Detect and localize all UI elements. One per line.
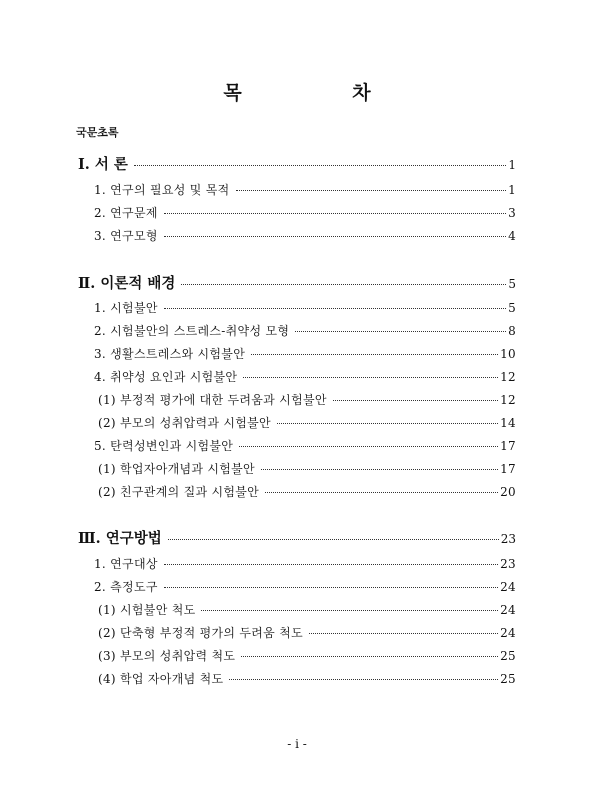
toc-leader-dots	[241, 656, 498, 657]
toc-label: Ⅲ. 연구방법	[78, 530, 162, 547]
toc-section-2-2[interactable]	[0, 322, 594, 339]
toc-label: 2. 시험불안의 스트레스-취약성 모형	[94, 324, 290, 338]
toc-label: 2. 연구문제	[94, 206, 158, 220]
toc-section-2-3[interactable]	[0, 345, 594, 362]
toc-page-number: 17	[500, 462, 516, 476]
toc-leader-dots	[236, 190, 507, 191]
toc-label: 1. 시험불안	[94, 301, 158, 315]
toc-page-number: 8	[508, 324, 516, 338]
toc-leader-dots	[164, 564, 498, 565]
page-footer-number: - i -	[287, 737, 307, 751]
toc-subsection-2-5-1[interactable]	[0, 460, 594, 477]
toc-page-number: 5	[508, 277, 516, 291]
toc-leader-dots	[164, 308, 506, 309]
toc-label: (4) 학업 자아개념 척도	[98, 672, 224, 686]
toc-leader-dots	[164, 213, 506, 214]
toc-page-number: 3	[508, 206, 516, 220]
toc-subsection-3-2-1[interactable]	[0, 601, 594, 618]
toc-subsection-2-4-2[interactable]	[0, 414, 594, 431]
toc-section-1-1[interactable]	[0, 181, 594, 198]
toc-page-number: 1	[508, 158, 516, 172]
page-title: 목 차	[223, 82, 423, 104]
toc-label: 3. 연구모형	[94, 229, 158, 243]
toc-label: 3. 생활스트레스와 시험불안	[94, 347, 246, 361]
toc-label: (1) 학업자아개념과 시험불안	[98, 462, 255, 476]
toc-label: (3) 부모의 성취압력 척도	[98, 649, 236, 663]
toc-label: 1. 연구의 필요성 및 목적	[94, 183, 230, 197]
toc-leader-dots	[333, 400, 498, 401]
toc-page-number: 23	[500, 532, 516, 546]
toc-label: Ⅱ. 이론적 배경	[78, 275, 176, 292]
toc-label: 2. 측정도구	[94, 580, 158, 594]
toc-subsection-2-4-1[interactable]	[0, 391, 594, 408]
toc-leader-dots	[295, 331, 506, 332]
toc-leader-dots	[134, 165, 506, 166]
toc-label: (2) 단축형 부정적 평가의 두려움 척도	[98, 626, 303, 640]
toc-leader-dots	[251, 354, 498, 355]
toc-page-number: 25	[500, 649, 516, 663]
toc-label: 5. 탄력성변인과 시험불안	[94, 439, 234, 453]
toc-page-number: 24	[500, 603, 516, 617]
toc-page-number: 12	[500, 370, 516, 384]
toc-subsection-2-5-2[interactable]	[0, 483, 594, 500]
toc-leader-dots	[164, 236, 506, 237]
toc-section-3-1[interactable]	[0, 555, 594, 572]
toc-page-number: 25	[500, 672, 516, 686]
toc-label: Ⅰ. 서 론	[78, 156, 128, 173]
toc-section-1-3[interactable]	[0, 227, 594, 244]
abstract-heading: 국문초록	[76, 126, 119, 139]
toc-subsection-3-2-4[interactable]	[0, 670, 594, 687]
toc-leader-dots	[164, 587, 498, 588]
toc-label: 1. 연구대상	[94, 557, 158, 571]
toc-leader-dots	[261, 469, 498, 470]
toc-leader-dots	[309, 633, 498, 634]
toc-subsection-3-2-2[interactable]	[0, 624, 594, 641]
toc-label: (2) 친구관계의 질과 시험불안	[98, 485, 260, 499]
toc-leader-dots	[277, 423, 498, 424]
toc-page-number: 5	[508, 301, 516, 315]
toc-section-1-2[interactable]	[0, 204, 594, 221]
toc-leader-dots	[243, 377, 498, 378]
toc-subsection-3-2-3[interactable]	[0, 647, 594, 664]
toc-page-number: 24	[500, 580, 516, 594]
toc-chapter-3[interactable]	[0, 527, 594, 548]
toc-page-number: 14	[500, 416, 516, 430]
toc-page-number: 12	[500, 393, 516, 407]
toc-label: 4. 취약성 요인과 시험불안	[94, 370, 238, 384]
toc-leader-dots	[168, 539, 499, 540]
toc-page-number: 24	[500, 626, 516, 640]
toc-page-number: 4	[508, 229, 516, 243]
toc-label: (1) 시험불안 척도	[98, 603, 196, 617]
toc-leader-dots	[181, 284, 506, 285]
toc-section-2-5[interactable]	[0, 437, 594, 454]
toc-chapter-1[interactable]	[0, 153, 594, 174]
toc-page-number: 10	[500, 347, 516, 361]
toc-section-3-2[interactable]	[0, 578, 594, 595]
toc-chapter-2[interactable]	[0, 272, 594, 293]
toc-leader-dots	[265, 492, 498, 493]
toc-leader-dots	[201, 610, 498, 611]
toc-leader-dots	[239, 446, 498, 447]
toc-section-2-1[interactable]	[0, 299, 594, 316]
toc-page-number: 1	[508, 183, 516, 197]
toc-section-2-4[interactable]	[0, 368, 594, 385]
toc-page-number: 20	[500, 485, 516, 499]
toc-label: (2) 부모의 성취압력과 시험불안	[98, 416, 271, 430]
toc-page-number: 17	[500, 439, 516, 453]
toc-label: (1) 부정적 평가에 대한 두려움과 시험불안	[98, 393, 327, 407]
toc-page-number: 23	[500, 557, 516, 571]
toc-leader-dots	[229, 679, 498, 680]
